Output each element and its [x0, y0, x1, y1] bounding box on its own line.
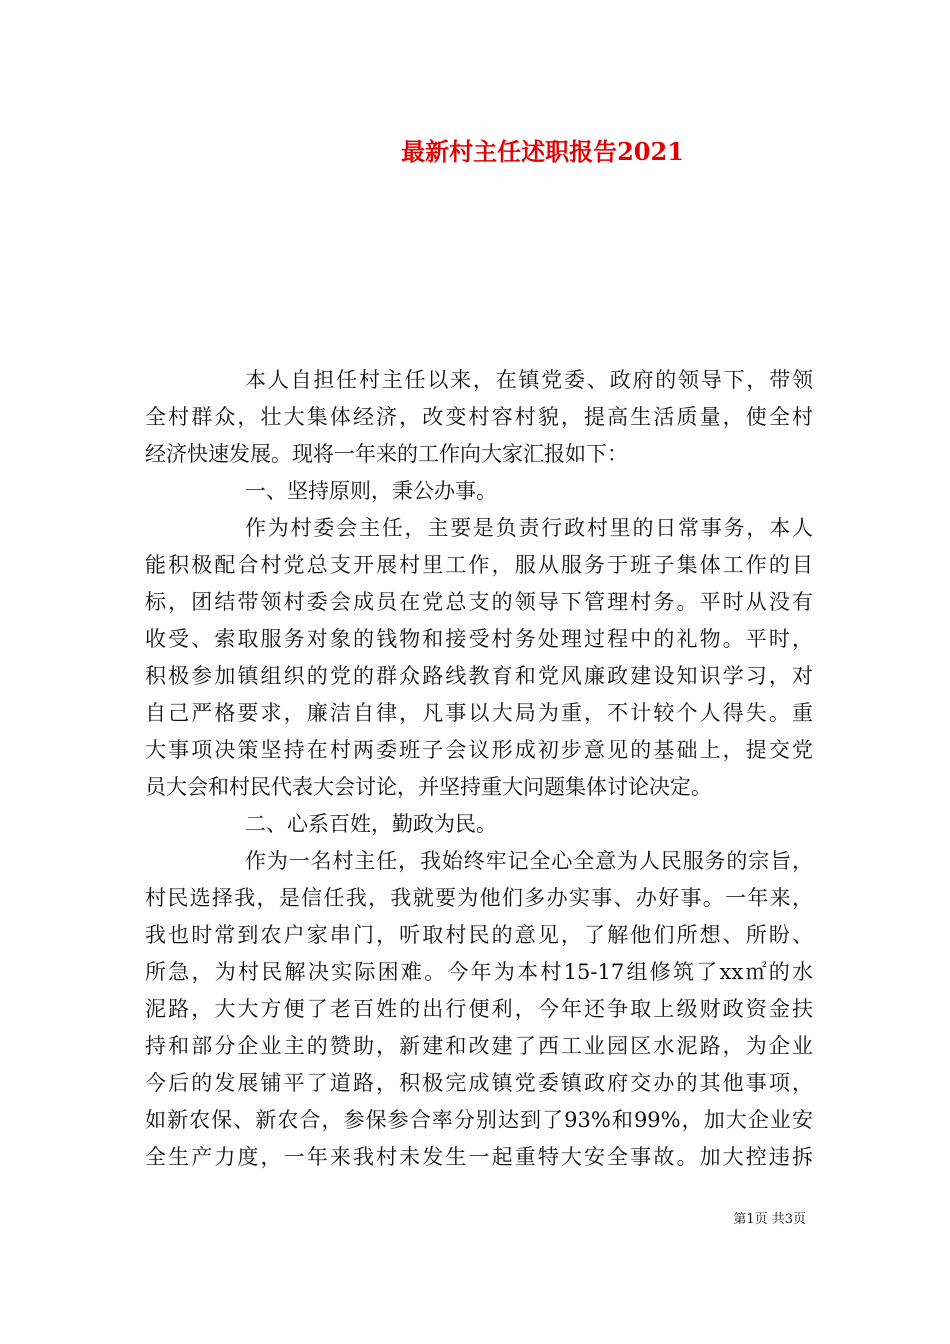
- body-line: 自己严格要求，廉洁自律，凡事以大局为重，不计较个人得失。重: [145, 701, 813, 725]
- section-heading-2: 二、心系百姓，勤政为民。: [245, 812, 497, 836]
- body-line: 泥路，大大方便了老百姓的出行便利，今年还争取上级财政资金扶: [145, 997, 813, 1021]
- body-line: 大事项决策坚持在村两委班子会议形成初步意见的基础上，提交党: [145, 738, 813, 762]
- body-line: 员大会和村民代表大会讨论，并坚持重大问题集体讨论决定。: [145, 775, 712, 799]
- body-line: 积极参加镇组织的党的群众路线教育和党风廉政建设知识学习，对: [145, 664, 813, 688]
- body-line: 如新农保、新农合，参保参合率分别达到了93%和99%，加大企业安: [145, 1108, 813, 1132]
- body-line: 作为村委会主任，主要是负责行政村里的日常事务，本人: [245, 516, 813, 540]
- body-line: 经济快速发展。现将一年来的工作向大家汇报如下：: [145, 442, 628, 466]
- body-line: 能积极配合村党总支开展村里工作，服从服务于班子集体工作的目: [145, 553, 813, 577]
- body-line: 作为一名村主任，我始终牢记全心全意为人民服务的宗旨，: [245, 849, 813, 873]
- document-title: 最新村主任述职报告2021: [401, 137, 684, 166]
- section-heading-1: 一、坚持原则，秉公办事。: [245, 479, 497, 503]
- body-line: 持和部分企业主的赞助，新建和改建了西工业园区水泥路，为企业: [145, 1034, 813, 1058]
- body-line: 全生产力度，一年来我村未发生一起重特大安全事故。加大控违拆: [145, 1145, 813, 1169]
- body-line: 全村群众，壮大集体经济，改变村容村貌，提高生活质量，使全村: [145, 405, 813, 429]
- body-line: 收受、索取服务对象的钱物和接受村务处理过程中的礼物。平时，: [145, 627, 813, 651]
- body-line: 所急，为村民解决实际困难。今年为本村15-17组修筑了xx㎡的水: [145, 960, 813, 984]
- body-line: 我也时常到农户家串门，听取村民的意见，了解他们所想、所盼、: [145, 923, 813, 947]
- document-body: [145, 362, 813, 1176]
- body-line: 标，团结带领村委会成员在党总支的领导下管理村务。平时从没有: [145, 590, 813, 614]
- page-number: 第1页 共3页: [733, 1212, 806, 1227]
- body-line: 村民选择我，是信任我，我就要为他们多办实事、办好事。一年来，: [145, 886, 813, 910]
- body-line: 本人自担任村主任以来，在镇党委、政府的领导下，带领: [245, 368, 813, 392]
- body-line: 今后的发展铺平了道路，积极完成镇党委镇政府交办的其他事项，: [145, 1071, 813, 1095]
